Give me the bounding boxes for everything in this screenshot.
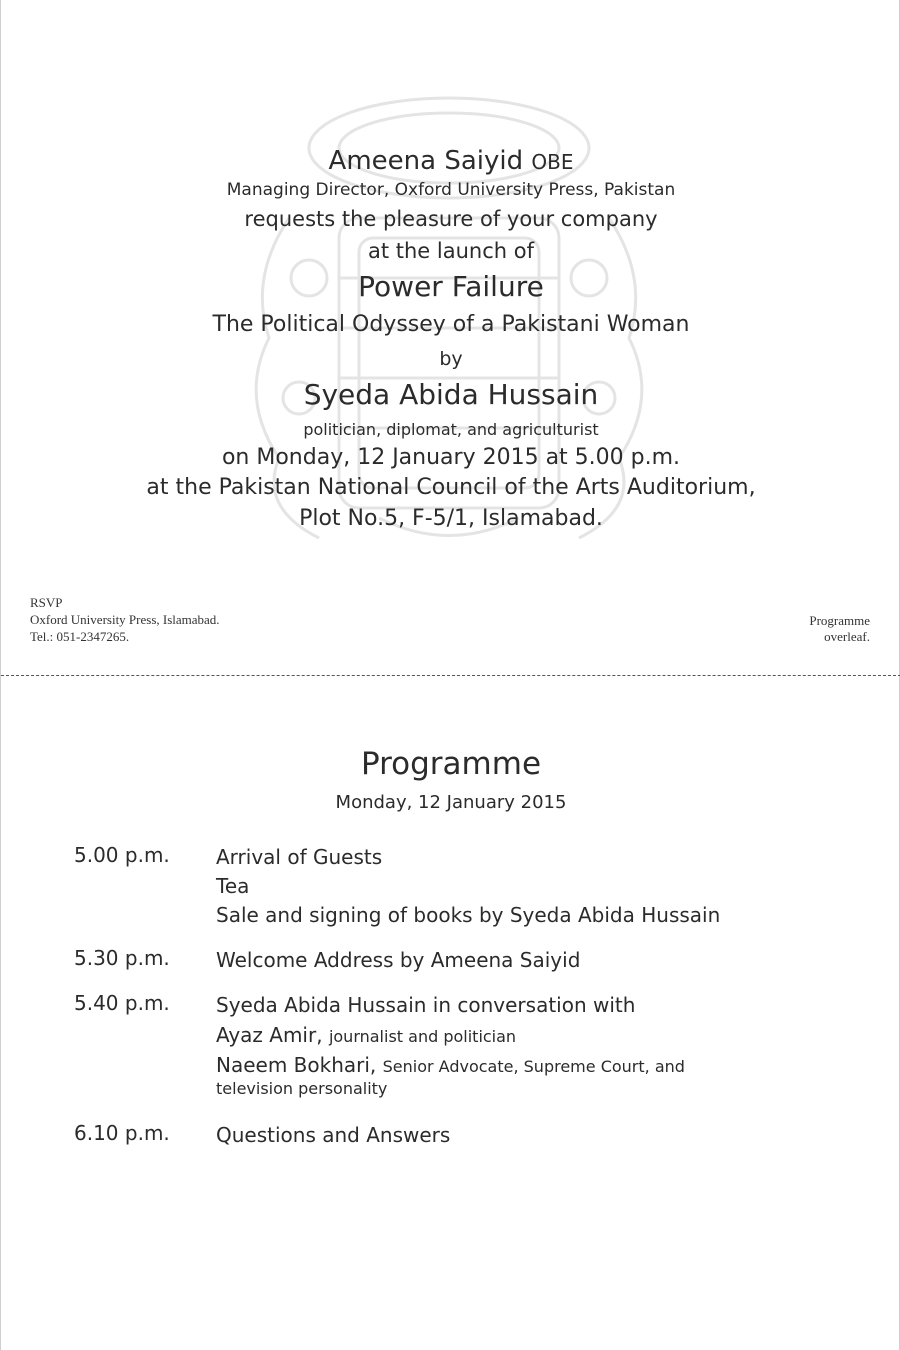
programme-time: 6.10 p.m. [74, 1121, 170, 1145]
book-subtitle: The Political Odyssey of a Pakistani Woman [212, 312, 690, 337]
programme-time: 5.40 p.m. [74, 991, 170, 1015]
rsvp-label: RSVP [30, 595, 63, 610]
launch-line: at the launch of [367, 239, 534, 263]
programme-line: Arrival of Guests [216, 845, 383, 869]
guest-entry [216, 1050, 856, 1080]
rsvp-tel: Tel.: 051-2347265. [30, 629, 130, 644]
programme-time: 5.30 p.m. [74, 946, 170, 970]
host-title: Managing Director, Oxford University Press, Pakistan [226, 180, 676, 200]
guest-role-continued: television personality [216, 1079, 388, 1098]
rsvp-block [30, 594, 220, 645]
by-line: by [439, 348, 463, 370]
event-date-time: on Monday, 12 January 2015 at 5.00 p.m. [221, 445, 681, 470]
programme-line: Welcome Address by Ameena Saiyid [216, 948, 581, 972]
host-honour: OBE [531, 150, 574, 174]
programme-description [216, 1121, 856, 1150]
overleaf-line-1: Programme [809, 613, 870, 628]
event-address: Plot No.5, F-5/1, Islamabad. [299, 506, 603, 531]
host-line [1, 146, 900, 176]
programme-line: Tea [216, 874, 250, 898]
event-venue: at the Pakistan National Council of the Arts Auditorium, [146, 475, 756, 500]
rsvp-org: Oxford University Press, Islamabad. [30, 612, 220, 627]
guest-name: Naeem Bokhari, [216, 1053, 377, 1077]
programme-title: Programme [360, 746, 542, 782]
programme-line: Questions and Answers [216, 1123, 451, 1147]
host-name: Ameena Saiyid [328, 146, 524, 176]
guest-role: Senior Advocate, Supreme Court, and [382, 1057, 685, 1076]
programme-time: 5.00 p.m. [74, 843, 170, 867]
programme-date: Monday, 12 January 2015 [335, 792, 567, 813]
book-title: Power Failure [358, 270, 544, 303]
guest-entry [216, 1020, 856, 1050]
programme-line: Syeda Abida Hussain in conversation with [216, 993, 636, 1017]
programme-description [216, 991, 856, 1098]
programme-description [216, 946, 856, 975]
cut-line-divider [1, 675, 900, 676]
overleaf-line-2: overleaf. [824, 629, 870, 644]
guest-role: journalist and politician [328, 1027, 517, 1046]
guest-name: Ayaz Amir, [216, 1023, 323, 1047]
overleaf-note [809, 613, 870, 645]
programme-description [216, 843, 856, 930]
programme-line: Sale and signing of books by Syeda Abida Hussain [216, 903, 721, 927]
request-line: requests the pleasure of your company [244, 207, 658, 231]
author-name: Syeda Abida Hussain [303, 378, 599, 411]
author-roles: politician, diplomat, and agriculturist [303, 420, 599, 439]
